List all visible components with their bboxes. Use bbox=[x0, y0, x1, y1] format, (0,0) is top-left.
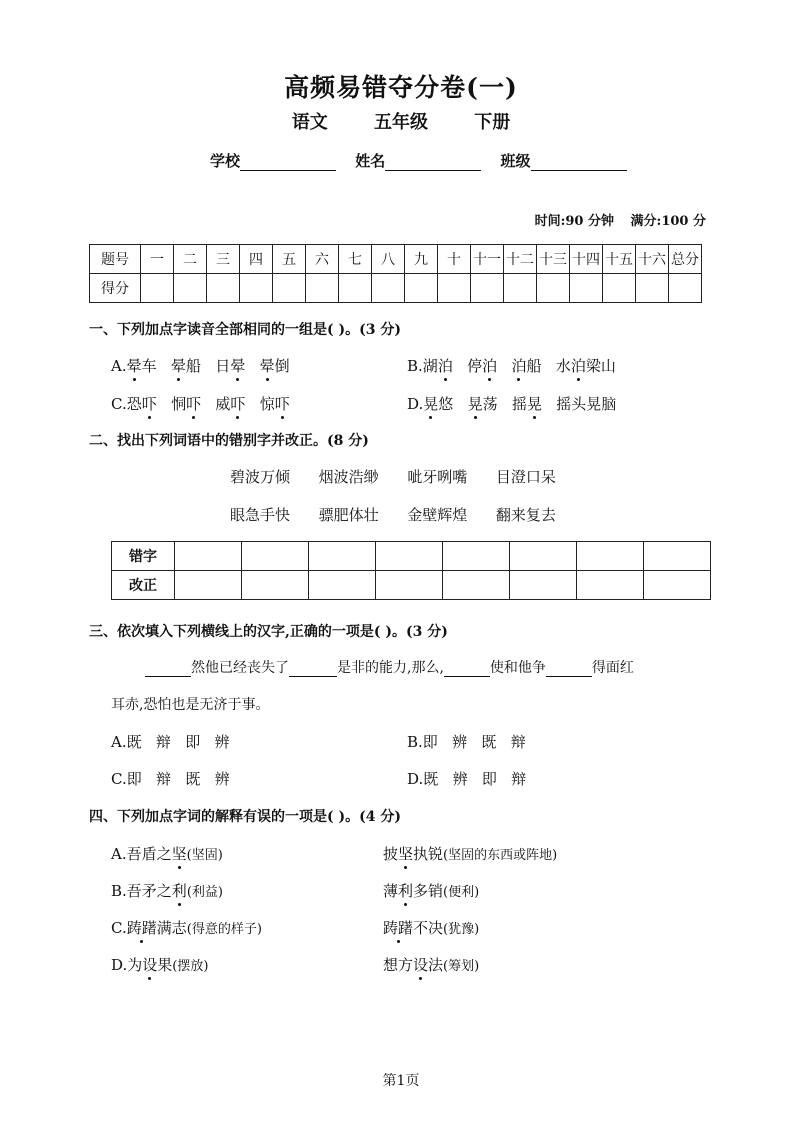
page-number: 第1页 bbox=[382, 1073, 420, 1089]
fill-blank[interactable] bbox=[546, 662, 592, 677]
score-table-row-label: 得分 bbox=[90, 274, 141, 303]
full-score: 满分:100 分 bbox=[630, 214, 706, 229]
text: B.吾矛之 bbox=[111, 882, 172, 900]
score-cell[interactable] bbox=[207, 274, 240, 303]
answer-cell[interactable] bbox=[577, 542, 644, 571]
word-part: 惊 bbox=[259, 395, 275, 413]
option-label: D. bbox=[407, 395, 424, 413]
word-part: 荡 bbox=[482, 395, 498, 413]
exam-info bbox=[523, 210, 706, 229]
score-cell[interactable] bbox=[339, 274, 372, 303]
text: 执锐 bbox=[413, 845, 444, 863]
dotted-char: 晕 bbox=[170, 357, 186, 375]
score-col-total: 总分 bbox=[669, 245, 702, 274]
wrong-char-row bbox=[112, 542, 711, 571]
dotted-char: 吓 bbox=[186, 395, 202, 413]
q1-option-c[interactable] bbox=[111, 393, 290, 414]
score-cell[interactable] bbox=[273, 274, 306, 303]
subtitle bbox=[0, 108, 802, 134]
explanation: (摆放) bbox=[172, 959, 209, 974]
q1-title: 一、下列加点字读音全部相同的一组是( )。(3 分) bbox=[89, 322, 401, 338]
answer-cell[interactable] bbox=[175, 542, 242, 571]
answer-cell[interactable] bbox=[510, 571, 577, 600]
word-part: 摇 bbox=[511, 395, 527, 413]
answer-cell[interactable] bbox=[376, 542, 443, 571]
score-col: 十二 bbox=[504, 245, 537, 274]
q2-words-row-2 bbox=[230, 504, 556, 525]
score-cell[interactable] bbox=[240, 274, 273, 303]
score-col: 十四 bbox=[570, 245, 603, 274]
dotted-char: 吓 bbox=[141, 395, 157, 413]
word-part: 悠 bbox=[438, 395, 454, 413]
grade: 五年级 bbox=[374, 112, 428, 133]
score-cell[interactable] bbox=[306, 274, 339, 303]
score-col: 八 bbox=[372, 245, 405, 274]
q2-word: 骠肥体壮 bbox=[318, 506, 379, 524]
q2-word: 烟波浩缈 bbox=[318, 468, 379, 486]
word-part: 车 bbox=[141, 357, 157, 375]
dotted-char: 泊 bbox=[437, 357, 453, 375]
fill-blank[interactable] bbox=[289, 662, 337, 677]
q4-option-c-left[interactable] bbox=[111, 917, 262, 938]
q2-words-row-1 bbox=[230, 466, 556, 487]
text: C. bbox=[111, 919, 127, 937]
answer-cell[interactable] bbox=[242, 542, 309, 571]
score-table-score-row bbox=[90, 274, 702, 303]
dotted-char: 晃 bbox=[526, 395, 542, 413]
dotted-char: 泊 bbox=[570, 357, 586, 375]
score-col: 七 bbox=[339, 245, 372, 274]
text: 果 bbox=[157, 956, 173, 974]
explanation: (犹豫) bbox=[443, 922, 480, 937]
q3-sentence-line-2: 耳赤,恐怕也是无济于事。 bbox=[111, 697, 270, 713]
word-part: 脑 bbox=[601, 395, 617, 413]
sentence-part: 然他已经丧失了 bbox=[191, 660, 289, 676]
word-part: 梁山 bbox=[585, 357, 616, 375]
word-part: 威 bbox=[215, 395, 231, 413]
score-cell[interactable] bbox=[372, 274, 405, 303]
page-title: 高频易错夺分卷(一) bbox=[284, 73, 518, 102]
class-field[interactable] bbox=[531, 155, 627, 171]
sentence-part: 得面红 bbox=[591, 660, 634, 676]
dotted-char: 坚 bbox=[171, 845, 187, 863]
score-col: 十 bbox=[438, 245, 471, 274]
dotted-char: 设 bbox=[142, 956, 158, 974]
q4-title: 四、下列加点字词的解释有误的一项是( )。(4 分) bbox=[89, 809, 401, 825]
student-info bbox=[210, 150, 641, 171]
q2-word: 目澄口呆 bbox=[495, 468, 556, 486]
q3-option-c[interactable]: C.即 辩 既 辨 bbox=[111, 770, 230, 788]
explanation: (利益) bbox=[186, 885, 223, 900]
explanation: (坚固的东西或阵地) bbox=[443, 848, 558, 863]
word-part: 船 bbox=[185, 357, 201, 375]
option-label: C. bbox=[111, 395, 127, 413]
word-part: 船 bbox=[526, 357, 542, 375]
q4-option-a-right bbox=[383, 843, 557, 864]
score-col: 九 bbox=[405, 245, 438, 274]
answer-cell[interactable] bbox=[577, 571, 644, 600]
q2-word: 金壁辉煌 bbox=[407, 506, 468, 524]
name-label: 姓名 bbox=[355, 152, 386, 170]
text: D.为 bbox=[111, 956, 143, 974]
dotted-char: 设 bbox=[413, 956, 429, 974]
subject: 语文 bbox=[291, 112, 328, 133]
answer-cell[interactable] bbox=[443, 542, 510, 571]
text: 不决 bbox=[413, 919, 444, 937]
score-table-header-row bbox=[90, 245, 702, 274]
word-part: 日 bbox=[215, 357, 231, 375]
q2-word: 眼急手快 bbox=[230, 506, 291, 524]
score-col: 十一 bbox=[471, 245, 504, 274]
answer-cell[interactable] bbox=[309, 571, 376, 600]
q1-option-b[interactable] bbox=[407, 355, 616, 376]
answer-cell[interactable] bbox=[510, 542, 577, 571]
score-cell-total[interactable] bbox=[669, 274, 702, 303]
explanation: (得意的样子) bbox=[186, 922, 262, 937]
score-cell[interactable] bbox=[174, 274, 207, 303]
q3-option-b[interactable]: B.即 辨 既 辩 bbox=[407, 733, 526, 751]
score-cell[interactable] bbox=[504, 274, 537, 303]
dotted-char: 踌躇 bbox=[383, 919, 414, 937]
answer-cell[interactable] bbox=[644, 542, 711, 571]
sentence-part: 使和他争 bbox=[489, 660, 546, 676]
q3-option-d[interactable]: D.既 辨 即 辩 bbox=[407, 770, 527, 788]
q4-option-d-right bbox=[383, 954, 479, 975]
explanation: (筹划) bbox=[443, 959, 480, 974]
score-cell[interactable] bbox=[438, 274, 471, 303]
q4-option-a-left[interactable] bbox=[111, 843, 223, 864]
text: A.吾盾之 bbox=[111, 845, 172, 863]
dotted-char: 泊 bbox=[511, 357, 527, 375]
score-cell[interactable] bbox=[570, 274, 603, 303]
fill-blank[interactable] bbox=[444, 662, 490, 677]
dotted-char: 泊 bbox=[482, 357, 498, 375]
q3-title: 三、依次填入下列横线上的汉字,正确的一项是( )。(3 分) bbox=[89, 624, 448, 640]
q4-option-c-right bbox=[383, 917, 479, 938]
score-cell[interactable] bbox=[141, 274, 174, 303]
score-col: 十三 bbox=[537, 245, 570, 274]
name-field[interactable] bbox=[385, 155, 481, 171]
score-col: 六 bbox=[306, 245, 339, 274]
answer-cell[interactable] bbox=[376, 571, 443, 600]
word-part: 摇头晃 bbox=[556, 395, 602, 413]
correction-row bbox=[112, 571, 711, 600]
q1-option-d[interactable] bbox=[407, 393, 616, 414]
dotted-char: 晕 bbox=[259, 357, 275, 375]
time-limit: 时间:90 分钟 bbox=[534, 214, 614, 229]
dotted-char: 晕 bbox=[126, 357, 142, 375]
q4-option-b-left[interactable] bbox=[111, 880, 223, 901]
q2-word: 翻来复去 bbox=[495, 506, 556, 524]
q3-sentence bbox=[145, 657, 634, 677]
volume: 下册 bbox=[474, 112, 511, 133]
dotted-char: 晃 bbox=[467, 395, 483, 413]
score-table bbox=[89, 244, 702, 303]
q2-word: 碧波万倾 bbox=[230, 468, 291, 486]
answer-cell[interactable] bbox=[309, 542, 376, 571]
school-label: 学校 bbox=[210, 152, 241, 170]
word-part: 水 bbox=[555, 357, 571, 375]
option-label: A. bbox=[111, 357, 127, 375]
dotted-char: 吓 bbox=[274, 395, 290, 413]
score-cell[interactable] bbox=[537, 274, 570, 303]
score-col: 四 bbox=[240, 245, 273, 274]
score-cell[interactable] bbox=[603, 274, 636, 303]
q2-correction-table bbox=[111, 541, 711, 600]
score-cell[interactable] bbox=[405, 274, 438, 303]
fill-blank[interactable] bbox=[145, 662, 191, 677]
q3-option-a[interactable]: A.既 辩 即 辨 bbox=[111, 733, 230, 751]
score-col: 十六 bbox=[636, 245, 669, 274]
score-col: 一 bbox=[141, 245, 174, 274]
score-cell[interactable] bbox=[471, 274, 504, 303]
school-field[interactable] bbox=[240, 155, 336, 171]
word-part: 停 bbox=[467, 357, 483, 375]
dotted-char: 晕 bbox=[230, 357, 246, 375]
q2-word: 呲牙咧嘴 bbox=[407, 468, 468, 486]
q2-title: 二、找出下列词语中的错别字并改正。(8 分) bbox=[89, 433, 369, 449]
class-label: 班级 bbox=[500, 152, 531, 170]
text: 多销 bbox=[413, 882, 444, 900]
explanation: (坚固) bbox=[186, 848, 223, 863]
explanation: (便利) bbox=[443, 885, 480, 900]
option-label: B. bbox=[407, 357, 423, 375]
word-part: 倒 bbox=[274, 357, 290, 375]
dotted-char: 吓 bbox=[230, 395, 246, 413]
sentence-part: 是非的能力,那么, bbox=[337, 660, 444, 676]
dotted-char: 踌躇 bbox=[126, 919, 157, 937]
score-col: 三 bbox=[207, 245, 240, 274]
score-cell[interactable] bbox=[636, 274, 669, 303]
score-col: 五 bbox=[273, 245, 306, 274]
word-part: 恐 bbox=[126, 395, 142, 413]
q4-option-b-right bbox=[383, 880, 479, 901]
text: 薄 bbox=[383, 882, 399, 900]
score-col: 二 bbox=[174, 245, 207, 274]
wrong-char-label: 错字 bbox=[112, 542, 175, 571]
q1-option-a[interactable] bbox=[111, 355, 290, 376]
answer-cell[interactable] bbox=[644, 571, 711, 600]
text: 披 bbox=[383, 845, 399, 863]
text: 法 bbox=[428, 956, 444, 974]
word-part: 湖 bbox=[422, 357, 438, 375]
text: 满志 bbox=[156, 919, 187, 937]
answer-cell[interactable] bbox=[443, 571, 510, 600]
q4-option-d-left[interactable] bbox=[111, 954, 208, 975]
score-col: 十五 bbox=[603, 245, 636, 274]
dotted-char: 晃 bbox=[423, 395, 439, 413]
correction-label: 改正 bbox=[112, 571, 175, 600]
text: 想方 bbox=[383, 956, 414, 974]
answer-cell[interactable] bbox=[175, 571, 242, 600]
word-part: 恫 bbox=[171, 395, 187, 413]
dotted-char: 利 bbox=[171, 882, 187, 900]
answer-cell[interactable] bbox=[242, 571, 309, 600]
score-table-row-label: 题号 bbox=[90, 245, 141, 274]
dotted-char: 利 bbox=[398, 882, 414, 900]
dotted-char: 坚 bbox=[398, 845, 414, 863]
